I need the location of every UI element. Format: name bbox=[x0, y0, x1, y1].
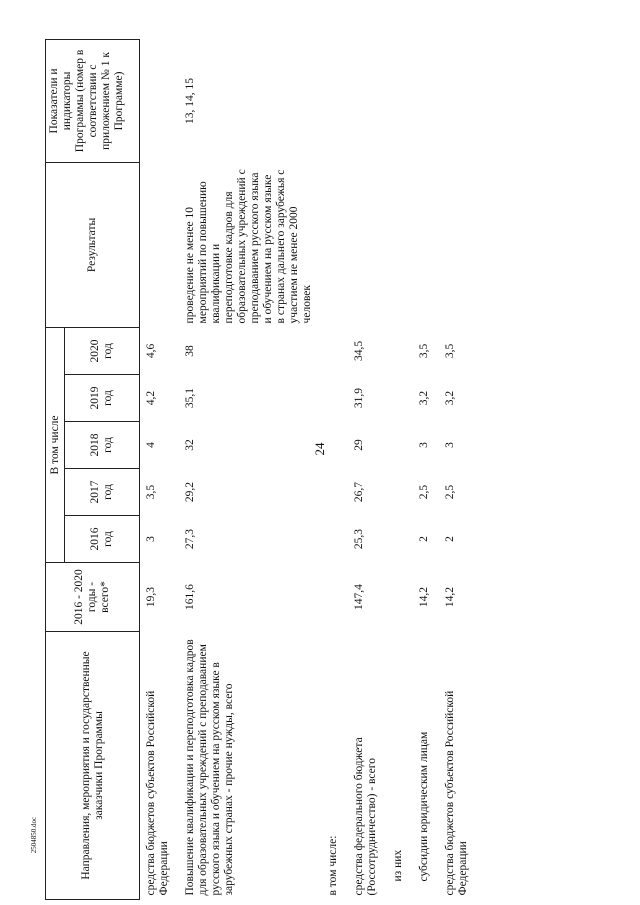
row-label: средства бюджетов субъектов Российской Федерации bbox=[145, 690, 170, 896]
row-indicators bbox=[322, 39, 348, 162]
row-year-value: 3,2 bbox=[444, 390, 456, 406]
row-label: Повышение квалификации и переподготовка кадров для образовательных учреждений с преподаванием русского языка и обучением на русском языке в зарубежных странах - прочие нужды, всего bbox=[184, 639, 235, 896]
row-total: 14,2 bbox=[418, 586, 430, 608]
header-including: В том числе bbox=[46, 327, 65, 562]
row-year-value bbox=[387, 516, 413, 563]
row-year-value: 34,5 bbox=[353, 340, 365, 362]
row-label: средства бюджетов субъектов Российской Федерации bbox=[444, 690, 469, 896]
program-table bbox=[45, 39, 478, 900]
header-year: 2020 год bbox=[65, 327, 140, 374]
table-row bbox=[140, 39, 180, 899]
row-year-value: 2 bbox=[444, 536, 456, 542]
row-year-value: 3 bbox=[145, 536, 157, 542]
row-result bbox=[387, 162, 413, 327]
row-year-value bbox=[322, 469, 348, 516]
row-year-value: 3 bbox=[444, 442, 456, 448]
row-year-value: 3,2 bbox=[418, 390, 430, 406]
row-total bbox=[322, 563, 348, 632]
row-year-value: 31,9 bbox=[353, 387, 365, 409]
row-year-value: 3,5 bbox=[444, 343, 456, 359]
row-year-value: 2 bbox=[418, 536, 430, 542]
row-year-value bbox=[387, 469, 413, 516]
header-total: 2016 - 2020 годы - всего* bbox=[46, 563, 140, 632]
row-year-value: 4 bbox=[145, 442, 157, 448]
row-result bbox=[140, 162, 180, 327]
header-results: Результаты bbox=[46, 162, 140, 327]
row-year-value: 25,3 bbox=[353, 528, 365, 550]
row-result: проведение не менее 10 мероприятий по повышению квалификации и переподготовке кадров для образовательных учреждений с преподаванием русского языка и обучением на русском языке в странах дальнего зарубежья с участием не менее 2000 человек bbox=[184, 169, 313, 324]
row-year-value: 26,7 bbox=[353, 481, 365, 503]
row-indicators bbox=[413, 39, 439, 162]
row-year-value: 32 bbox=[184, 439, 196, 451]
row-year-value bbox=[322, 327, 348, 374]
row-year-value: 3,5 bbox=[418, 343, 430, 359]
row-year-value: 4,6 bbox=[145, 343, 157, 359]
row-label: из них bbox=[392, 849, 404, 882]
row-result bbox=[413, 162, 439, 327]
row-year-value: 38 bbox=[184, 345, 196, 357]
row-year-value bbox=[387, 422, 413, 469]
row-result bbox=[439, 162, 478, 327]
row-result bbox=[348, 162, 387, 327]
header-year: 2016 год bbox=[65, 516, 140, 563]
page-number: 24 bbox=[312, 442, 327, 456]
row-year-value bbox=[322, 375, 348, 422]
row-total: 14,2 bbox=[444, 586, 456, 608]
row-year-value: 35,1 bbox=[184, 387, 196, 409]
row-label: в том числе: bbox=[327, 835, 339, 896]
row-total: 147,4 bbox=[353, 584, 365, 610]
row-year-value: 3,5 bbox=[145, 484, 157, 500]
row-indicators bbox=[387, 39, 413, 162]
header-indicators: Показатели и индикаторы Программы (номер в соответствии с приложением № 1 к Программе) bbox=[46, 39, 140, 162]
row-year-value: 2,5 bbox=[444, 484, 456, 500]
row-year-value bbox=[387, 327, 413, 374]
row-year-value: 27,3 bbox=[184, 528, 196, 550]
table-row bbox=[348, 39, 387, 899]
row-indicators bbox=[439, 39, 478, 162]
row-year-value bbox=[387, 375, 413, 422]
row-year-value bbox=[322, 422, 348, 469]
row-total bbox=[387, 563, 413, 632]
row-year-value: 2,5 bbox=[418, 484, 430, 500]
row-total: 161,6 bbox=[184, 584, 196, 610]
file-name-footer: 2504850.doc bbox=[30, 816, 38, 854]
table-row bbox=[439, 39, 478, 899]
row-indicators bbox=[348, 39, 387, 162]
row-total: 19,3 bbox=[145, 586, 157, 608]
table-row bbox=[413, 39, 439, 899]
row-year-value: 29,2 bbox=[184, 481, 196, 503]
row-label: субсидии юридическим лицам bbox=[418, 731, 430, 882]
header-year: 2019 год bbox=[65, 375, 140, 422]
row-indicators bbox=[140, 39, 180, 162]
row-year-value bbox=[322, 516, 348, 563]
rotated-page bbox=[45, 40, 615, 900]
row-label: средства федерального бюджета (Россотрудничество) - всего bbox=[353, 737, 378, 896]
row-year-value: 4,2 bbox=[145, 390, 157, 406]
header-year: 2017 год bbox=[65, 469, 140, 516]
header-year: 2018 год bbox=[65, 422, 140, 469]
table-row bbox=[322, 39, 348, 899]
table-row bbox=[387, 39, 413, 899]
table-row bbox=[179, 39, 322, 899]
row-year-value: 29 bbox=[353, 439, 365, 451]
row-year-value: 3 bbox=[418, 442, 430, 448]
row-result bbox=[322, 162, 348, 327]
row-indicators: 13, 14, 15 bbox=[184, 77, 196, 124]
header-direction: Направления, мероприятия и государственные заказчики Программы bbox=[46, 632, 140, 900]
